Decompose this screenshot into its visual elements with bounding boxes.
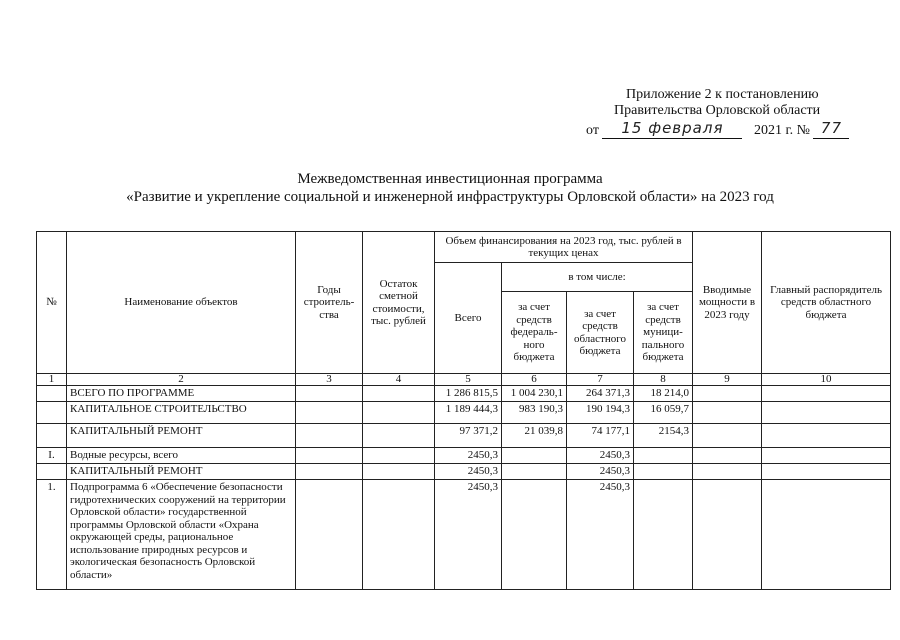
- row-regional: 2450,3: [567, 480, 634, 590]
- header-manager: Главный распорядитель средств областного бюджета: [762, 232, 891, 374]
- column-index-cell: 10: [762, 374, 891, 386]
- appendix-line-2: Правительства Орловской области: [614, 103, 821, 118]
- header-years: Годы строитель-ства: [296, 232, 363, 374]
- row-regional: 74 177,1: [567, 424, 634, 448]
- row-total: 1 286 815,5: [435, 386, 502, 402]
- row-remainder: [363, 480, 435, 590]
- document-title-line-1: Межведомственная инвестиционная программа: [297, 171, 603, 187]
- appendix-line-1: Приложение 2 к постановлению: [626, 87, 819, 102]
- appendix-date-line: [586, 120, 849, 139]
- row-regional: 264 371,3: [567, 386, 634, 402]
- row-capacity: [693, 402, 762, 424]
- header-funding: Объем финансирования на 2023 год, тыс. рублей в текущих ценах: [435, 232, 693, 263]
- header-total: Всего: [435, 263, 502, 374]
- row-manager: [762, 424, 891, 448]
- row-regional: 2450,3: [567, 464, 634, 480]
- row-manager: [762, 480, 891, 590]
- header-including: в том числе:: [502, 263, 693, 292]
- row-capacity: [693, 386, 762, 402]
- row-municipal: 2154,3: [634, 424, 693, 448]
- header-no: №: [37, 232, 67, 374]
- row-total: 2450,3: [435, 480, 502, 590]
- column-index-cell: 8: [634, 374, 693, 386]
- row-manager: [762, 448, 891, 464]
- column-index-cell: 4: [363, 374, 435, 386]
- row-manager: [762, 402, 891, 424]
- row-federal: [502, 480, 567, 590]
- row-capacity: [693, 464, 762, 480]
- column-index-cell: 3: [296, 374, 363, 386]
- row-manager: [762, 386, 891, 402]
- row-total: 97 371,2: [435, 424, 502, 448]
- column-index-cell: 6: [502, 374, 567, 386]
- column-index-cell: 5: [435, 374, 502, 386]
- header-regional: за счет средств областного бюджета: [567, 292, 634, 374]
- row-federal: [502, 448, 567, 464]
- row-municipal: [634, 464, 693, 480]
- row-regional: 190 194,3: [567, 402, 634, 424]
- table-row: [37, 402, 891, 424]
- row-name: КАПИТАЛЬНЫЙ РЕМОНТ: [67, 464, 296, 480]
- header-municipal: за счет средств муници-пального бюджета: [634, 292, 693, 374]
- column-index-row: [37, 374, 891, 386]
- row-years: [296, 448, 363, 464]
- column-index-cell: 9: [693, 374, 762, 386]
- header-federal: за счет средств федераль-ного бюджета: [502, 292, 567, 374]
- row-name: ВСЕГО ПО ПРОГРАММЕ: [67, 386, 296, 402]
- row-total: 1 189 444,3: [435, 402, 502, 424]
- row-years: [296, 386, 363, 402]
- row-federal: 983 190,3: [502, 402, 567, 424]
- row-remainder: [363, 464, 435, 480]
- row-remainder: [363, 424, 435, 448]
- row-federal: 21 039,8: [502, 424, 567, 448]
- table-row: [37, 464, 891, 480]
- row-remainder: [363, 402, 435, 424]
- row-no: [37, 424, 67, 448]
- investment-program-table: [36, 231, 891, 590]
- row-name: КАПИТАЛЬНОЕ СТРОИТЕЛЬСТВО: [67, 402, 296, 424]
- from-label: от: [586, 123, 599, 138]
- row-capacity: [693, 448, 762, 464]
- row-total: 2450,3: [435, 464, 502, 480]
- date-field: [602, 120, 742, 139]
- row-regional: 2450,3: [567, 448, 634, 464]
- row-no: [37, 402, 67, 424]
- handwritten-number: 77: [820, 119, 843, 137]
- row-years: [296, 464, 363, 480]
- document-title-line-2: «Развитие и укрепление социальной и инженерной инфраструктуры Орловской области» на 2023 год: [126, 189, 774, 205]
- row-capacity: [693, 424, 762, 448]
- row-total: 2450,3: [435, 448, 502, 464]
- row-no: [37, 386, 67, 402]
- row-name: КАПИТАЛЬНЫЙ РЕМОНТ: [67, 424, 296, 448]
- row-no: I.: [37, 448, 67, 464]
- row-years: [296, 480, 363, 590]
- header-remainder: Остаток сметной стоимости, тыс. рублей: [363, 232, 435, 374]
- row-years: [296, 402, 363, 424]
- row-name: Водные ресурсы, всего: [67, 448, 296, 464]
- row-municipal: 18 214,0: [634, 386, 693, 402]
- row-municipal: 16 059,7: [634, 402, 693, 424]
- year-number-label: 2021 г. №: [753, 123, 810, 138]
- handwritten-date: 15 февраля: [621, 119, 724, 137]
- column-index-cell: 1: [37, 374, 67, 386]
- table-row: [37, 480, 891, 590]
- table-row: [37, 386, 891, 402]
- row-name: Подпрограмма 6 «Обеспечение безопасности гидротехнических сооружений на территории Орловской области» государственной программы Орловской области «Охрана окружающей среды, рациональное использование природных ресурсов и экологическая безопасность Орловской области»: [67, 480, 296, 590]
- row-manager: [762, 464, 891, 480]
- column-index-cell: 2: [67, 374, 296, 386]
- row-remainder: [363, 448, 435, 464]
- row-federal: [502, 464, 567, 480]
- header-name: Наименование объектов: [67, 232, 296, 374]
- row-capacity: [693, 480, 762, 590]
- row-no: [37, 464, 67, 480]
- column-index-cell: 7: [567, 374, 634, 386]
- row-municipal: [634, 448, 693, 464]
- row-remainder: [363, 386, 435, 402]
- header-capacity: Вводимые мощности в 2023 году: [693, 232, 762, 374]
- row-years: [296, 424, 363, 448]
- number-field: [813, 120, 849, 139]
- row-federal: 1 004 230,1: [502, 386, 567, 402]
- row-no: 1.: [37, 480, 67, 590]
- table-row: [37, 448, 891, 464]
- row-municipal: [634, 480, 693, 590]
- table-row: [37, 424, 891, 448]
